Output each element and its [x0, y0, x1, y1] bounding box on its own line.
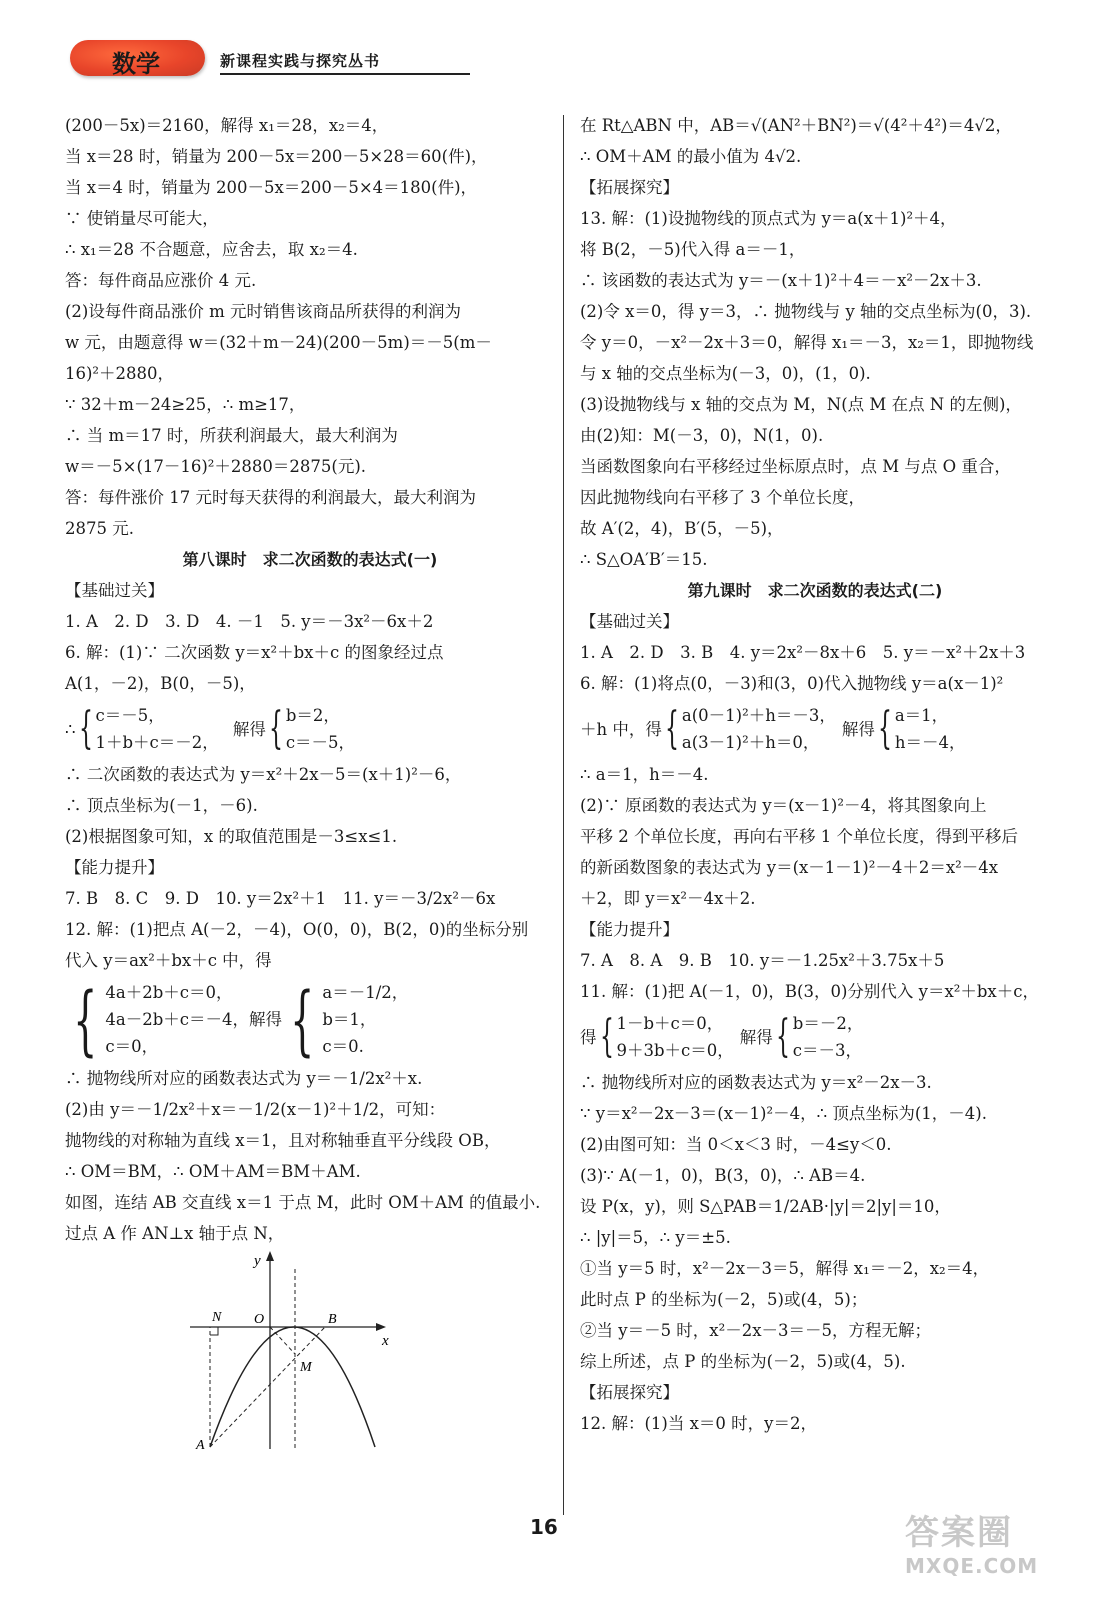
right-column	[580, 110, 1050, 1439]
text-line: 11. 解：(1)把 A(－1，0)，B(3，0)分别代入 y＝x²＋bx＋c，	[580, 982, 1039, 1001]
label-o: O	[254, 1312, 265, 1327]
text-line: 16)²＋2880，	[65, 364, 175, 383]
brace-icon: {	[877, 703, 892, 754]
text-line: 与 x 轴的交点坐标为(－3，0)，(1，0).	[580, 364, 871, 383]
equation: c＝0.	[322, 1037, 364, 1056]
text-line: 将 B(2，－5)代入得 a＝－1，	[580, 240, 806, 259]
text-line: ∴ |y|＝5，∴ y＝±5.	[580, 1228, 731, 1247]
section-label: 【拓展探究】	[580, 1383, 679, 1402]
segment-om	[270, 1327, 295, 1354]
text-line: 由(2)知：M(－3，0)，N(1，0).	[580, 426, 824, 445]
text-line: (2)令 x＝0，得 y＝3，∴ 抛物线与 y 轴的交点坐标为(0，3).	[580, 302, 1032, 321]
subject-label: 数学	[112, 50, 160, 78]
series-title: 新课程实践与探究丛书	[220, 52, 381, 70]
system-equations	[96, 702, 219, 756]
equation: a＝1，	[894, 706, 949, 725]
equation: 1－b＋c＝0，	[616, 1014, 724, 1033]
text-line: ∴ 抛物线所对应的函数表达式为 y＝－1/2x²＋x.	[65, 1069, 423, 1088]
brace-icon: {	[775, 1011, 790, 1062]
section-label: 【基础过关】	[65, 581, 164, 600]
page-header	[70, 40, 410, 80]
system-solution	[286, 702, 355, 756]
text-line: (2)∵ 原函数的表达式为 y＝(x－1)²－4，将其图象向上	[580, 796, 987, 815]
text-line: 的新函数图象的表达式为 y＝(x－1－1)²－4＋2＝x²－4x	[580, 858, 999, 877]
text-line: (2)由 y＝－1/2x²＋x＝－1/2(x－1)²＋1/2，可知：	[65, 1100, 446, 1119]
text-line: 当函数图象向右平移经过坐标原点时，点 M 与点 O 重合，	[580, 457, 1011, 476]
text-line: ∴ 当 m＝17 时，所获利润最大，最大利润为	[65, 426, 398, 445]
answer-line: 7. B 8. C 9. D 10. y＝2x²＋1 11. y＝－3/2x²－6x	[65, 889, 496, 908]
text-line: (3)∵ A(－1，0)，B(3，0)，∴ AB＝4.	[580, 1166, 866, 1185]
text-line: 故 A′(2，4)，B′(5，－5)，	[580, 519, 784, 538]
text-line: ①当 y＝5 时，x²－2x－3＝5，解得 x₁＝－2，x₂＝4，	[580, 1259, 990, 1278]
brace-icon: {	[290, 974, 315, 1064]
system-solve-label: 解得	[739, 1027, 773, 1047]
text-line: ∴ OM＝BM，∴ OM＋AM＝BM＋AM.	[65, 1162, 361, 1181]
lesson-title: 第九课时 求二次函数的表达式(二)	[687, 581, 943, 600]
equation: b＝2，	[285, 706, 340, 725]
equation-system	[65, 702, 555, 756]
label-y: y	[254, 1253, 261, 1269]
text-line: 6. 解：(1)将点(0，－3)和(3，0)代入抛物线 y＝a(x－1)²	[580, 674, 1004, 693]
equation-system	[580, 702, 1050, 756]
equation: c＝－5，	[285, 733, 356, 752]
system-solution	[322, 979, 408, 1060]
system-solution	[895, 702, 966, 756]
answer-line: 7. A 8. A 9. B 10. y＝－1.25x²＋3.75x＋5	[580, 951, 945, 970]
page-number: 16	[530, 1515, 558, 1539]
label-x: x	[382, 1333, 389, 1349]
system-equations	[105, 979, 249, 1060]
system-solve-label: 解得	[249, 1010, 282, 1029]
equation: 9＋3b＋c＝0，	[616, 1041, 734, 1060]
column-divider	[563, 115, 564, 1515]
equation-system	[65, 974, 555, 1064]
watermark-url: MXQE.COM	[905, 1554, 1039, 1578]
equation: b＝－2，	[792, 1014, 864, 1033]
equation-system	[580, 1010, 1050, 1064]
section-label: 【拓展探究】	[580, 178, 679, 197]
system-equations	[682, 702, 836, 756]
text-line: w＝－5×(17－16)²＋2880＝2875(元).	[65, 457, 367, 476]
answer-line: 1. A 2. D 3. B 4. y＝2x²－8x＋6 5. y＝－x²＋2x＋3	[580, 643, 1026, 662]
brace-icon: {	[78, 703, 93, 754]
text-line: 12. 解：(1)把点 A(－2，－4)，O(0，0)，B(2，0)的坐标分别	[65, 920, 529, 939]
text-line: 12. 解：(1)当 x＝0 时，y＝2，	[580, 1414, 817, 1433]
equation: a(0－1)²＋h＝－3，	[681, 706, 836, 725]
equation: b＝1，	[322, 1010, 377, 1029]
x-axis-arrow-icon	[376, 1323, 386, 1331]
text-line: 此时点 P 的坐标为(－2，5)或(4，5)；	[580, 1290, 868, 1309]
equation: 4a＋2b＋c＝0，	[105, 983, 233, 1002]
label-a: A	[196, 1438, 205, 1453]
left-column	[65, 110, 555, 1459]
text-line: (2)设每件商品涨价 m 元时销售该商品所获得的利润为	[65, 302, 462, 321]
watermark-text: 答案圈	[905, 1513, 1013, 1553]
text-line: ∵ 32＋m－24≥25，∴ m≥17，	[65, 395, 306, 414]
equation: 4a－2b＋c＝－4，	[105, 1010, 249, 1029]
system-solution	[793, 1010, 864, 1064]
equation: h＝－4，	[894, 733, 966, 752]
brace-icon: {	[268, 703, 283, 754]
text-line: ∵ y＝x²－2x－3＝(x－1)²－4，∴ 顶点坐标为(1，－4).	[580, 1104, 987, 1123]
text-line: ＋2，即 y＝x²－4x＋2.	[580, 889, 756, 908]
text-line: 综上所述，点 P 的坐标为(－2，5)或(4，5).	[580, 1352, 906, 1371]
text-line: ②当 y＝－5 时，x²－2x－3＝－5，方程无解；	[580, 1321, 932, 1340]
text-line: w 元，由题意得 w＝(32＋m－24)(200－5m)＝－5(m－	[65, 333, 492, 352]
system-prefix: ＋h 中，得	[580, 719, 662, 739]
system-solve-label: 解得	[232, 719, 266, 739]
answer-line: 1. A 2. D 3. D 4. －1 5. y＝－3x²－6x＋2	[65, 612, 434, 631]
text-line: (2)由图可知：当 0＜x＜3 时，－4≤y＜0.	[580, 1135, 892, 1154]
right-angle-mark	[210, 1327, 218, 1335]
system-solve-label: 解得	[841, 719, 875, 739]
equation: 1＋b＋c＝－2，	[95, 733, 219, 752]
text-line: 答：每件商品应涨价 4 元.	[65, 271, 257, 290]
text-line: ∴ x₁＝28 不合题意，应舍去，取 x₂＝4.	[65, 240, 358, 259]
text-line: ∴ 抛物线所对应的函数表达式为 y＝x²－2x－3.	[580, 1073, 932, 1092]
brace-icon: {	[73, 974, 98, 1064]
section-label: 【基础过关】	[580, 612, 679, 631]
text-line: 答：每件涨价 17 元时每天获得的利润最大，最大利润为	[65, 488, 476, 507]
text-line: A(1，－2)，B(0，－5)，	[65, 674, 256, 693]
equation: c＝－5，	[95, 706, 165, 725]
text-line: 抛物线的对称轴为直线 x＝1，且对称轴垂直平分线段 OB，	[65, 1131, 501, 1150]
text-line: (3)设抛物线与 x 轴的交点为 M，N(点 M 在点 N 的左侧)，	[580, 395, 1022, 414]
equation: c＝－3，	[792, 1041, 863, 1060]
parabola-curve	[210, 1327, 375, 1447]
system-prefix: ∴	[65, 719, 76, 739]
y-axis-arrow-icon	[266, 1251, 274, 1261]
text-line: ∴ OM＋AM 的最小值为 4√2.	[580, 147, 802, 166]
text-line: 因此抛物线向右平移了 3 个单位长度，	[580, 488, 865, 507]
brace-icon: {	[599, 1011, 614, 1062]
text-line: ∴ 二次函数的表达式为 y＝x²＋2x－5＝(x＋1)²－6，	[65, 765, 462, 784]
equation: a(3－1)²＋h＝0，	[681, 733, 820, 752]
label-b: B	[328, 1312, 337, 1327]
text-line: 当 x＝28 时，销量为 200－5x＝200－5×28＝60(件)，	[65, 147, 488, 166]
text-line: 如图，连结 AB 交直线 x＝1 于点 M，此时 OM＋AM 的值最小.	[65, 1193, 541, 1212]
text-line: 在 Rt△ABN 中，AB＝√(AN²＋BN²)＝√(4²＋4²)＝4√2，	[580, 116, 1012, 135]
text-line: ∴ 该函数的表达式为 y＝－(x＋1)²＋4＝－x²－2x＋3.	[580, 271, 982, 290]
segment-ab	[210, 1327, 325, 1447]
text-line: ∴ a＝1，h＝－4.	[580, 765, 709, 784]
parabola-figure	[65, 1249, 555, 1459]
lesson-title: 第八课时 求二次函数的表达式(一)	[182, 550, 438, 569]
text-line: 当 x＝4 时，销量为 200－5x＝200－5×4＝180(件)，	[65, 178, 478, 197]
text-line: ∴ 顶点坐标为(－1，－6).	[65, 796, 258, 815]
label-n: N	[212, 1310, 222, 1325]
equation: a＝－1/2，	[322, 983, 409, 1002]
text-line: 13. 解：(1)设抛物线的顶点式为 y＝a(x＋1)²＋4，	[580, 209, 957, 228]
text-line: ∵ 使销量尽可能大，	[65, 209, 219, 228]
text-line: 代入 y＝ax²＋bx＋c 中，得	[65, 951, 272, 970]
text-line: (2)根据图象可知，x 的取值范围是－3≤x≤1.	[65, 827, 398, 846]
parabola-diagram	[190, 1249, 430, 1459]
section-label: 【能力提升】	[580, 920, 679, 939]
brace-icon: {	[664, 703, 679, 754]
text-line: 平移 2 个单位长度，再向右平移 1 个单位长度，得到平移后	[580, 827, 1018, 846]
text-line: 6. 解：(1)∵ 二次函数 y＝x²＋bx＋c 的图象经过点	[65, 643, 444, 662]
section-label: 【能力提升】	[65, 858, 164, 877]
equation: c＝0，	[105, 1037, 159, 1056]
header-rule	[220, 73, 470, 75]
label-m: M	[300, 1360, 312, 1375]
watermark-logo	[905, 1505, 1085, 1595]
text-line: 设 P(x，y)，则 S△PAB＝1/2AB·|y|＝2|y|＝10，	[580, 1197, 951, 1216]
system-equations	[617, 1010, 734, 1064]
text-line: 过点 A 作 AN⊥x 轴于点 N，	[65, 1224, 285, 1243]
text-line: (200－5x)＝2160，解得 x₁＝28，x₂＝4，	[65, 116, 389, 135]
system-prefix: 得	[580, 1027, 597, 1047]
text-line: ∴ S△OA′B′＝15.	[580, 550, 708, 569]
text-line: 令 y＝0，－x²－2x＋3＝0，解得 x₁＝－3，x₂＝1，即抛物线	[580, 333, 1034, 352]
text-line: 2875 元.	[65, 519, 134, 538]
